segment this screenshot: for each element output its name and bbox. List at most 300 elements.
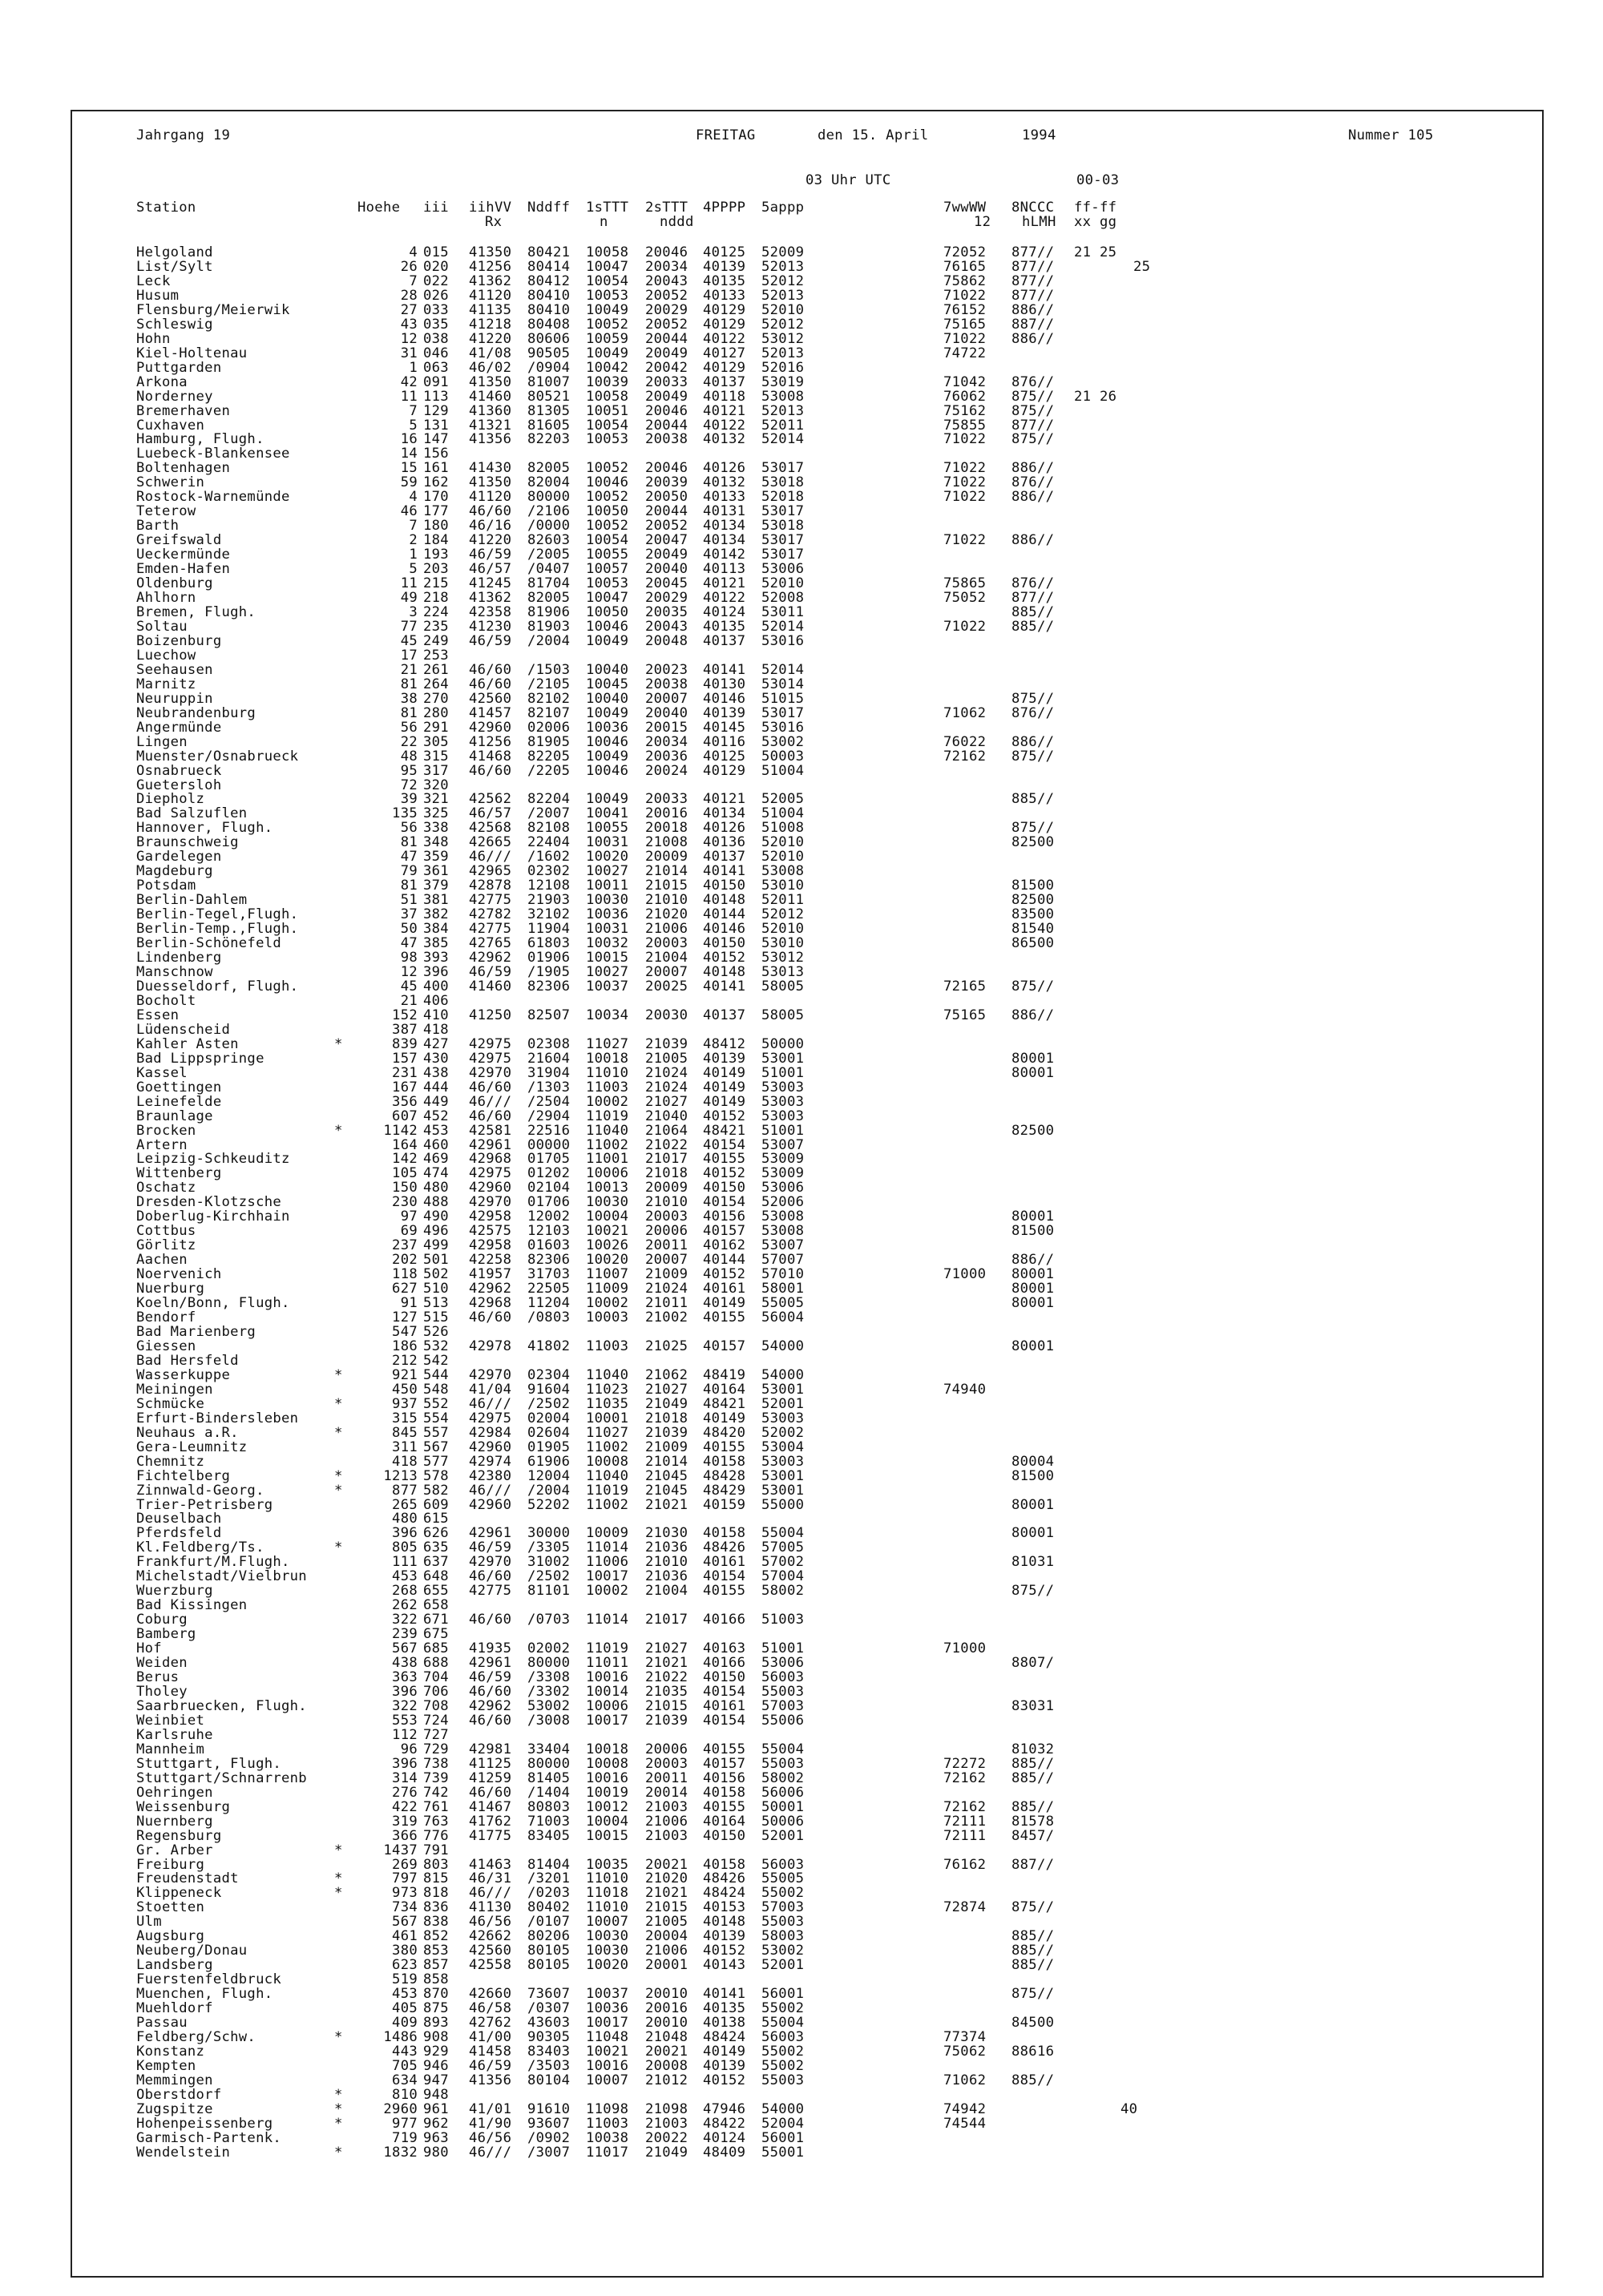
table-cell: 48424 <box>703 1885 746 1901</box>
station-name: Deuselbach <box>136 1511 222 1527</box>
table-cell: 11027 <box>586 1036 629 1052</box>
table-cell: 10002 <box>586 1583 629 1599</box>
column-subheader: Rx <box>485 214 503 230</box>
table-cell: 56006 <box>761 1785 805 1801</box>
table-cell: 40148 <box>703 1914 746 1930</box>
table-cell: 2960 <box>383 2101 418 2117</box>
station-name: Leck <box>136 273 171 289</box>
table-cell: /3302 <box>527 1684 571 1700</box>
table-cell: 41/01 <box>469 2101 512 2117</box>
table-cell: 20030 <box>645 1007 688 1023</box>
table-cell: 81704 <box>527 575 571 591</box>
table-cell: 877// <box>1011 418 1055 434</box>
table-cell: 55002 <box>761 2044 805 2060</box>
table-cell: 21004 <box>645 1583 688 1599</box>
table-cell: 21062 <box>645 1367 688 1383</box>
table-cell: 40154 <box>703 1194 746 1210</box>
table-cell: 74544 <box>943 2116 987 2132</box>
table-cell: 40122 <box>703 331 746 347</box>
table-cell: 52001 <box>761 1396 805 1412</box>
table-cell: 1437 <box>383 1842 418 1858</box>
table-cell: 42978 <box>469 1338 512 1354</box>
table-cell: 71022 <box>943 489 987 505</box>
table-cell: 10053 <box>586 288 629 304</box>
station-name: Hohn <box>136 331 171 347</box>
table-cell: 21036 <box>645 1539 688 1556</box>
table-cell: 52010 <box>761 921 805 937</box>
station-name: Regensburg <box>136 1828 222 1844</box>
station-name: Gera-Leumnitz <box>136 1439 248 1455</box>
table-cell: 20010 <box>645 2015 688 2031</box>
table-cell: 875 <box>423 2000 449 2016</box>
table-cell: 42961 <box>469 1137 512 1153</box>
table-cell: 12 <box>400 331 418 347</box>
table-cell: 47 <box>400 935 418 951</box>
table-cell: 40142 <box>703 547 746 563</box>
table-cell: 875// <box>1011 403 1055 419</box>
table-cell: 406 <box>423 993 449 1009</box>
table-cell: /0904 <box>527 360 571 376</box>
table-cell: 12108 <box>527 878 571 894</box>
table-cell: 48429 <box>703 1483 746 1499</box>
station-name: Marnitz <box>136 676 196 692</box>
table-cell: 150 <box>392 1180 418 1196</box>
table-cell: 86500 <box>1011 935 1055 951</box>
station-name: Kassel <box>136 1065 188 1081</box>
table-cell: 10055 <box>586 547 629 563</box>
table-cell: 42358 <box>469 604 512 620</box>
table-cell: 363 <box>392 1669 418 1685</box>
table-cell: 10007 <box>586 1914 629 1930</box>
table-cell: 02304 <box>527 1367 571 1383</box>
table-cell: 72272 <box>943 1756 987 1772</box>
table-cell: 41/08 <box>469 345 512 361</box>
table-cell: 40158 <box>703 1785 746 1801</box>
table-cell: 83500 <box>1011 906 1055 922</box>
station-name: Weiden <box>136 1655 188 1671</box>
table-cell: 42960 <box>469 720 512 736</box>
table-cell: 51004 <box>761 805 805 821</box>
table-cell: 40118 <box>703 389 746 405</box>
station-name: Passau <box>136 2015 188 2031</box>
table-cell: 10052 <box>586 518 629 534</box>
table-cell: 12103 <box>527 1223 571 1239</box>
table-cell: 46/60 <box>469 1785 512 1801</box>
table-cell: 738 <box>423 1756 449 1772</box>
table-cell: 453 <box>392 1568 418 1584</box>
station-name: Manschnow <box>136 964 213 980</box>
table-cell: 180 <box>423 518 449 534</box>
table-cell: 40139 <box>703 259 746 275</box>
table-cell: 41356 <box>469 431 512 447</box>
table-cell: 53003 <box>761 1108 805 1124</box>
table-cell: 719 <box>392 2130 418 2146</box>
table-cell: 980 <box>423 2145 449 2161</box>
table-cell: 51015 <box>761 691 805 707</box>
table-cell: 40137 <box>703 1007 746 1023</box>
station-name: Norderney <box>136 389 213 405</box>
table-cell: 46/60 <box>469 503 512 519</box>
table-cell: 519 <box>392 1971 418 1987</box>
table-cell: 48426 <box>703 1870 746 1886</box>
table-cell: 10017 <box>586 1713 629 1729</box>
table-cell: 21018 <box>645 1410 688 1426</box>
table-cell: 42970 <box>469 1554 512 1570</box>
table-cell: 41135 <box>469 302 512 318</box>
table-cell: 4 <box>409 489 418 505</box>
table-cell: 42961 <box>469 1525 512 1541</box>
table-cell: 53003 <box>761 1079 805 1096</box>
table-cell: 82603 <box>527 532 571 548</box>
table-cell: 20006 <box>645 1741 688 1757</box>
table-cell: 76162 <box>943 1857 987 1873</box>
table-cell: 21039 <box>645 1036 688 1052</box>
table-cell: 164 <box>392 1137 418 1153</box>
station-name: Leinefelde <box>136 1094 222 1110</box>
table-cell: 52013 <box>761 345 805 361</box>
station-name: Kempten <box>136 2058 196 2074</box>
table-cell: 948 <box>423 2087 449 2103</box>
station-name: Schwerin <box>136 474 205 490</box>
table-cell: 40164 <box>703 1814 746 1830</box>
table-cell: 40135 <box>703 2000 746 2016</box>
table-cell: 311 <box>392 1439 418 1455</box>
observation-time: 03 Uhr UTC <box>806 172 891 188</box>
table-cell: 875// <box>1011 979 1055 995</box>
table-cell: 40163 <box>703 1640 746 1656</box>
station-name: Bremen, Flugh. <box>136 604 256 620</box>
table-cell: 142 <box>392 1151 418 1167</box>
table-cell: 10036 <box>586 906 629 922</box>
table-cell: 20016 <box>645 2000 688 2016</box>
table-cell: 52012 <box>761 273 805 289</box>
table-cell: 203 <box>423 561 449 577</box>
table-cell: 82108 <box>527 820 571 836</box>
station-name: Klippeneck <box>136 1885 222 1901</box>
station-name: Trier-Petrisberg <box>136 1497 273 1513</box>
station-name: Fichtelberg <box>136 1468 231 1484</box>
table-cell: /2205 <box>527 763 571 779</box>
table-cell: 71022 <box>943 532 987 548</box>
table-cell: 69 <box>400 1223 418 1239</box>
table-cell: 42562 <box>469 791 512 807</box>
table-cell: 875// <box>1011 431 1055 447</box>
table-cell: 01603 <box>527 1237 571 1253</box>
table-cell: 10046 <box>586 474 629 490</box>
table-cell: 53001 <box>761 1382 805 1398</box>
table-cell: 41/00 <box>469 2029 512 2045</box>
table-cell: 582 <box>423 1483 449 1499</box>
table-cell: 40155 <box>703 1583 746 1599</box>
table-cell: 53007 <box>761 1137 805 1153</box>
table-cell: 885// <box>1011 604 1055 620</box>
table-cell: 58003 <box>761 1928 805 1944</box>
table-cell: 40146 <box>703 691 746 707</box>
table-cell: 51 <box>400 892 418 908</box>
table-cell: 42782 <box>469 906 512 922</box>
table-cell: 708 <box>423 1698 449 1714</box>
table-cell: 20049 <box>645 547 688 563</box>
table-cell: 961 <box>423 2101 449 2117</box>
table-cell: 276 <box>392 1785 418 1801</box>
table-cell: 40146 <box>703 921 746 937</box>
table-cell: 46/60 <box>469 1079 512 1096</box>
table-cell: 212 <box>392 1353 418 1369</box>
table-cell: 10040 <box>586 662 629 678</box>
table-cell: 877 <box>392 1483 418 1499</box>
table-cell: 10053 <box>586 575 629 591</box>
table-cell: 410 <box>423 1007 449 1023</box>
station-name: Bad Salzuflen <box>136 805 248 821</box>
table-cell: 21021 <box>645 1497 688 1513</box>
table-cell: 177 <box>423 503 449 519</box>
table-cell: 21027 <box>645 1382 688 1398</box>
table-cell: 42968 <box>469 1151 512 1167</box>
table-cell: /0902 <box>527 2130 571 2146</box>
table-cell: 40139 <box>703 705 746 721</box>
table-cell: 40138 <box>703 2015 746 2031</box>
table-cell: 10055 <box>586 820 629 836</box>
table-cell: 20009 <box>645 1180 688 1196</box>
table-cell: 81500 <box>1011 1223 1055 1239</box>
table-cell: 53003 <box>761 1454 805 1470</box>
table-cell: 091 <box>423 374 449 390</box>
table-cell: 20004 <box>645 1928 688 1944</box>
station-name: Greifswald <box>136 532 222 548</box>
table-cell: 21 <box>400 662 418 678</box>
table-cell: 41120 <box>469 288 512 304</box>
table-cell: /3308 <box>527 1669 571 1685</box>
table-cell: 41230 <box>469 619 512 635</box>
table-cell: 50001 <box>761 1799 805 1815</box>
table-cell: 3 <box>409 604 418 620</box>
station-name: Doberlug-Kirchhain <box>136 1209 290 1225</box>
table-cell: 02302 <box>527 863 571 879</box>
table-cell: 42962 <box>469 1281 512 1297</box>
table-cell: 53017 <box>761 532 805 548</box>
table-cell: 10047 <box>586 259 629 275</box>
table-cell: 10015 <box>586 950 629 966</box>
station-name: Teterow <box>136 503 196 519</box>
table-cell: 885// <box>1011 1957 1055 1973</box>
table-cell: 41256 <box>469 734 512 750</box>
table-cell: 547 <box>392 1324 418 1340</box>
table-cell: 55003 <box>761 1756 805 1772</box>
station-name: Wendelstein <box>136 2145 231 2161</box>
table-cell: 20040 <box>645 561 688 577</box>
table-cell: 937 <box>392 1396 418 1412</box>
table-cell: 513 <box>423 1295 449 1311</box>
table-cell: 544 <box>423 1367 449 1383</box>
table-cell: 01202 <box>527 1165 571 1181</box>
table-cell: 170 <box>423 489 449 505</box>
table-cell: 46/31 <box>469 1870 512 1886</box>
table-cell: 269 <box>392 1857 418 1873</box>
table-cell: 20022 <box>645 2130 688 2146</box>
table-cell: 51001 <box>761 1065 805 1081</box>
table-cell: 72 <box>400 777 418 793</box>
table-cell: 52011 <box>761 418 805 434</box>
column-header: 5appp <box>761 200 805 216</box>
table-cell: 10049 <box>586 302 629 318</box>
table-cell: 56004 <box>761 1309 805 1326</box>
station-name: Bad Hersfeld <box>136 1353 239 1369</box>
table-cell: 75862 <box>943 273 987 289</box>
table-cell: 885// <box>1011 791 1055 807</box>
table-cell: 32102 <box>527 906 571 922</box>
table-cell: 113 <box>423 389 449 405</box>
table-cell: /0407 <box>527 561 571 577</box>
table-cell: 31703 <box>527 1266 571 1282</box>
table-cell: 885// <box>1011 1928 1055 1944</box>
table-cell: 42775 <box>469 1583 512 1599</box>
table-cell: 291 <box>423 720 449 736</box>
station-name: List/Sylt <box>136 259 213 275</box>
station-name: Cuxhaven <box>136 418 205 434</box>
table-cell: 42775 <box>469 892 512 908</box>
table-cell: 53008 <box>761 389 805 405</box>
table-cell: 57003 <box>761 1698 805 1714</box>
table-cell: 21003 <box>645 1799 688 1815</box>
table-cell: 20044 <box>645 331 688 347</box>
table-cell: 53019 <box>761 374 805 390</box>
station-name: Neuhaus a.R. <box>136 1425 239 1441</box>
station-name: Lindenberg <box>136 950 222 966</box>
table-cell: 7 <box>409 403 418 419</box>
table-cell: 797 <box>392 1870 418 1886</box>
table-cell: 877// <box>1011 288 1055 304</box>
table-cell: 82005 <box>527 460 571 476</box>
table-cell: 452 <box>423 1108 449 1124</box>
table-cell: 55003 <box>761 1684 805 1700</box>
table-cell: 21039 <box>645 1713 688 1729</box>
table-cell: /2005 <box>527 547 571 563</box>
table-cell: 10049 <box>586 633 629 649</box>
station-name: Karlsruhe <box>136 1727 213 1743</box>
table-cell: /3008 <box>527 1713 571 1729</box>
table-cell: 81903 <box>527 619 571 635</box>
table-cell: 57010 <box>761 1266 805 1282</box>
table-cell: 10052 <box>586 460 629 476</box>
table-cell: 615 <box>423 1511 449 1527</box>
table-cell: 262 <box>392 1597 418 1613</box>
table-cell: 52012 <box>761 906 805 922</box>
table-cell: 265 <box>392 1497 418 1513</box>
table-cell: 11007 <box>586 1266 629 1282</box>
table-cell: 48 <box>400 749 418 765</box>
table-cell: 55001 <box>761 2145 805 2161</box>
table-cell: 74940 <box>943 1382 987 1398</box>
table-cell: 52016 <box>761 360 805 376</box>
table-cell: 42960 <box>469 1497 512 1513</box>
station-name: Berlin-Temp.,Flugh. <box>136 921 299 937</box>
table-cell: 82004 <box>527 474 571 490</box>
table-cell: 46/60 <box>469 1612 512 1628</box>
mountain-station-marker: * <box>334 1483 343 1499</box>
table-cell: 42958 <box>469 1209 512 1225</box>
table-cell: 80001 <box>1011 1525 1055 1541</box>
table-cell: 55003 <box>761 2072 805 2088</box>
table-cell: 5 <box>409 561 418 577</box>
table-cell: 20010 <box>645 1986 688 2002</box>
table-cell: 739 <box>423 1770 449 1786</box>
table-cell: 72874 <box>943 1899 987 1915</box>
table-cell: 83031 <box>1011 1698 1055 1714</box>
table-cell: 81031 <box>1011 1554 1055 1570</box>
year-label: 1994 <box>1022 127 1056 143</box>
table-cell: 10037 <box>586 979 629 995</box>
table-cell: 80606 <box>527 331 571 347</box>
table-cell: 40152 <box>703 1943 746 1959</box>
table-cell: 21098 <box>645 2101 688 2117</box>
table-cell: 42958 <box>469 1237 512 1253</box>
table-cell: 11 <box>400 389 418 405</box>
station-name: Boizenburg <box>136 633 222 649</box>
table-cell: 20049 <box>645 345 688 361</box>
table-cell: 33404 <box>527 1741 571 1757</box>
table-cell: 886// <box>1011 331 1055 347</box>
column-header: Nddff <box>527 200 571 216</box>
table-cell: 37 <box>400 906 418 922</box>
table-cell: 675 <box>423 1626 449 1642</box>
table-cell: 131 <box>423 418 449 434</box>
station-name: Oldenburg <box>136 575 213 591</box>
table-cell: 53006 <box>761 561 805 577</box>
table-cell: 21021 <box>645 1655 688 1671</box>
table-cell: 20009 <box>645 849 688 865</box>
station-name: Bamberg <box>136 1626 196 1642</box>
table-cell: 427 <box>423 1036 449 1052</box>
table-cell: 393 <box>423 950 449 966</box>
table-cell: 53006 <box>761 1180 805 1196</box>
table-cell: 022 <box>423 273 449 289</box>
column-subheader: n <box>600 214 608 230</box>
table-cell: 7 <box>409 518 418 534</box>
table-cell: 280 <box>423 705 449 721</box>
table-cell: 55005 <box>761 1870 805 1886</box>
table-cell: 42258 <box>469 1252 512 1268</box>
table-cell: 20046 <box>645 244 688 260</box>
table-cell: 202 <box>392 1252 418 1268</box>
table-cell: 41762 <box>469 1814 512 1830</box>
table-cell: 21004 <box>645 950 688 966</box>
table-cell: 20021 <box>645 2044 688 2060</box>
table-cell: 553 <box>392 1713 418 1729</box>
table-cell: 48420 <box>703 1425 746 1441</box>
table-cell: 430 <box>423 1051 449 1067</box>
table-cell: 41775 <box>469 1828 512 1844</box>
table-cell: 72052 <box>943 244 987 260</box>
table-cell: 52002 <box>761 1425 805 1441</box>
table-cell: 55002 <box>761 1885 805 1901</box>
table-cell: 52014 <box>761 431 805 447</box>
table-cell: 01905 <box>527 1439 571 1455</box>
table-cell: 21022 <box>645 1137 688 1153</box>
table-cell: 52014 <box>761 662 805 678</box>
table-cell: 230 <box>392 1194 418 1210</box>
table-cell: 10014 <box>586 1684 629 1700</box>
mountain-station-marker: * <box>334 1367 343 1383</box>
table-cell: 53001 <box>761 1051 805 1067</box>
table-cell: 52010 <box>761 302 805 318</box>
table-cell: 57002 <box>761 1554 805 1570</box>
table-cell: 40137 <box>703 849 746 865</box>
table-cell: 80000 <box>527 1655 571 1671</box>
table-cell: 41458 <box>469 2044 512 2060</box>
table-cell: 161 <box>423 460 449 476</box>
table-cell: 50006 <box>761 1814 805 1830</box>
table-cell: 52001 <box>761 1828 805 1844</box>
